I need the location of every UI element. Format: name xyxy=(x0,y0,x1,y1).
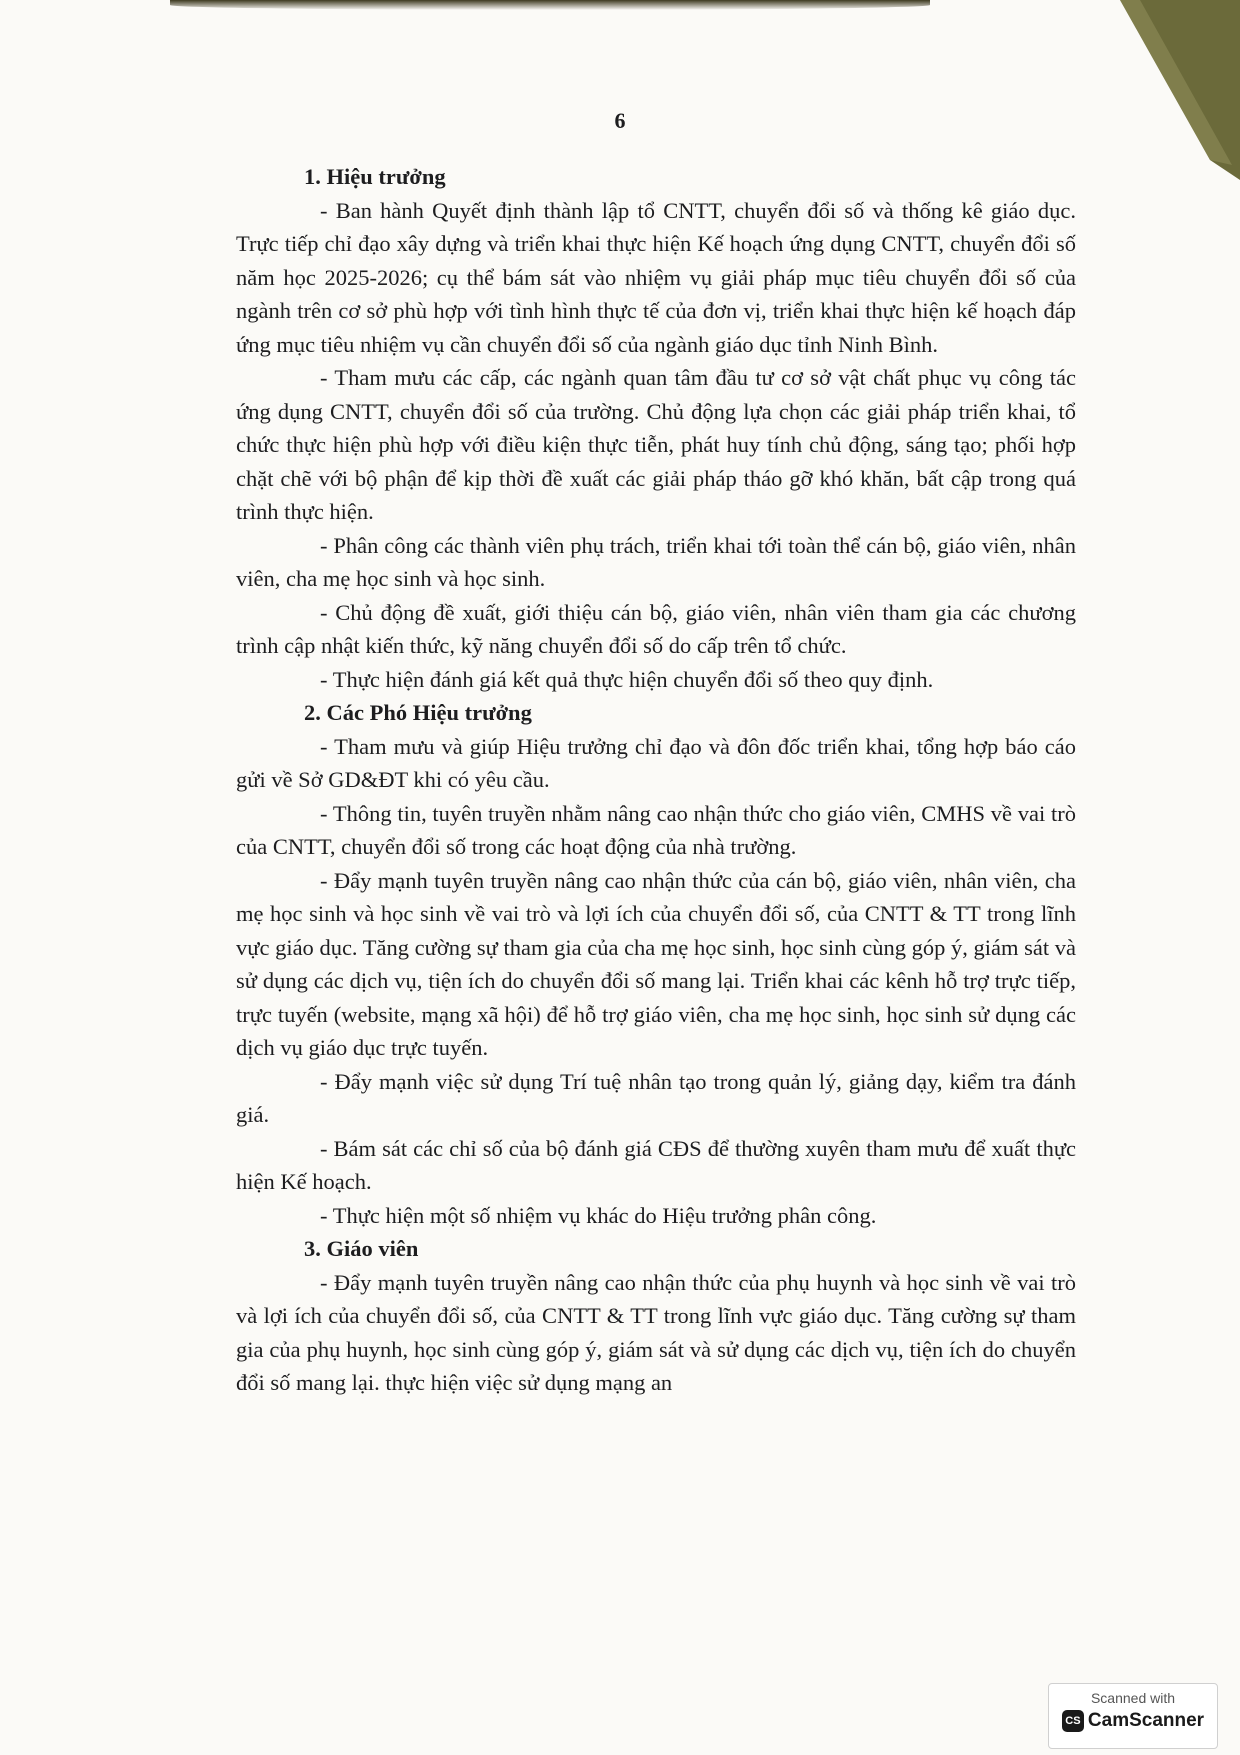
camscanner-logo-icon: CS xyxy=(1062,1710,1084,1732)
page-corner-fold xyxy=(1120,0,1240,180)
section-heading-vice-principals: 2. Các Phó Hiệu trưởng xyxy=(304,700,532,725)
paragraph: - Chủ động đề xuất, giới thiệu cán bộ, giáo viên, nhân viên tham gia các chương trình cập nhật kiến thức, kỹ năng chuyển đổi số do cấp trên tổ chức. xyxy=(236,599,1076,658)
section-heading-principal: 1. Hiệu trưởng xyxy=(304,164,446,189)
paragraph: - Thực hiện một số nhiệm vụ khác do Hiệu trưởng phân công. xyxy=(320,1202,877,1228)
page-number: 6 xyxy=(614,108,626,133)
paragraph: - Tham mưu và giúp Hiệu trưởng chỉ đạo và đôn đốc triển khai, tổng hợp báo cáo gửi về Sở GD&ĐT khi có yêu cầu. xyxy=(236,733,1076,792)
watermark-brand-name: CamScanner xyxy=(1087,1710,1205,1731)
paragraph: - Đẩy mạnh việc sử dụng Trí tuệ nhân tạo trong quản lý, giảng dạy, kiểm tra đánh giá. xyxy=(236,1068,1076,1127)
watermark-brand xyxy=(1049,1710,1217,1732)
watermark-caption: Scanned with xyxy=(1090,1690,1176,1706)
paragraph: - Tham mưu các cấp, các ngành quan tâm đầu tư cơ sở vật chất phục vụ công tác ứng dụng CNTT, chuyển đổi số của trường. Chủ động lựa chọn các giải pháp triển khai, tổ chức thực hiện phù hợp với điều kiện thực tiễn, phát huy tính chủ động, sáng tạo; phối hợp chặt chẽ với bộ phận để kịp thời đề xuất các giải pháp tháo gỡ khó khăn, bất cập trong quá trình thực hiện. xyxy=(236,365,1076,524)
paragraph: - Thông tin, tuyên truyền nhằm nâng cao nhận thức cho giáo viên, CMHS về vai trò của CNTT, chuyển đổi số trong các hoạt động của nhà trường. xyxy=(236,800,1076,859)
document-body xyxy=(236,160,1076,1400)
paragraph: - Bám sát các chỉ số của bộ đánh giá CĐS để thường xuyên tham mưu để xuất thực hiện Kế hoạch. xyxy=(236,1135,1076,1194)
paragraph: - Đẩy mạnh tuyên truyền nâng cao nhận thức của cán bộ, giáo viên, nhân viên, cha mẹ học sinh và học sinh về vai trò và lợi ích của chuyển đổi số, của CNTT & TT trong lĩnh vực giáo dục. Tăng cường sự tham gia của cha mẹ học sinh, học sinh cùng góp ý, giám sát và sử dụng các dịch vụ, tiện ích do chuyển đổi số mang lại. Triển khai các kênh hỗ trợ trực tiếp, trực tuyến (website, mạng xã hội) để hỗ trợ giáo viên, cha mẹ học sinh, học sinh sử dụng các dịch vụ giáo dục trực tuyến. xyxy=(236,867,1076,1060)
paragraph: - Ban hành Quyết định thành lập tổ CNTT, chuyển đổi số và thống kê giáo dục. Trực tiếp chỉ đạo xây dựng và triển khai thực hiện Kế hoạch ứng dụng CNTT, chuyển đổi số năm học 2025-2026; cụ thể bám sát vào nhiệm vụ giải pháp mục tiêu chuyển đổi số của ngành trên cơ sở phù hợp với tình hình thực tế của đơn vị, triển khai thực hiện kế hoạch đáp ứng mục tiêu nhiệm vụ cần chuyển đổi số của ngành giáo dục tỉnh Ninh Bình. xyxy=(236,197,1076,357)
scan-top-shadow xyxy=(170,0,930,10)
paragraph: - Đẩy mạnh tuyên truyền nâng cao nhận thức của phụ huynh và học sinh về vai trò và lợi ích của chuyển đổi số, của CNTT & TT trong lĩnh vực giáo dục. Tăng cường sự tham gia của phụ huynh, học sinh cùng góp ý, giám sát và sử dụng các dịch vụ, tiện ích do chuyển đổi số mang lại. thực hiện việc sử dụng mạng an xyxy=(236,1269,1076,1395)
paragraph: - Phân công các thành viên phụ trách, triển khai tới toàn thể cán bộ, giáo viên, nhân viên, cha mẹ học sinh và học sinh. xyxy=(236,532,1076,591)
section-heading-teachers: 3. Giáo viên xyxy=(304,1236,419,1261)
paragraph: - Thực hiện đánh giá kết quả thực hiện chuyển đổi số theo quy định. xyxy=(320,666,934,692)
camscanner-watermark xyxy=(1048,1683,1218,1749)
